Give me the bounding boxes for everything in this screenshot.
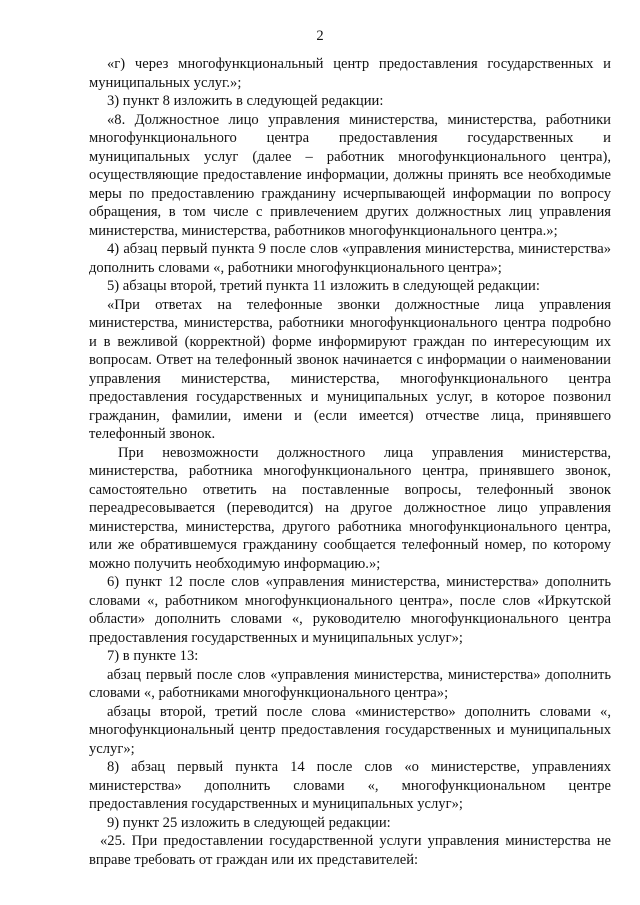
- paragraph: При невозможности должностного лица управления министерства, министерства, работника многофункционального центра, принявшего звонок, самостоятельно ответить на поставленные вопросы, телефонный звонок переадресовывается (переводится) на другое должностное лицо управления министерства, министерства, другого работника многофункционального центра, или же обратившемуся гражданину сообщается телефонный номер, по которому можно получить необходимую информацию.»;: [89, 444, 611, 572]
- document-body: [89, 55, 611, 869]
- paragraph: 8) абзац первый пункта 14 после слов «о министерстве, управлениях министерства» дополнить словами «, многофункциональном центре предоставления государственных и муниципальных услуг»;: [89, 759, 611, 812]
- paragraph: 9) пункт 25 изложить в следующей редакции:: [107, 814, 391, 831]
- paragraph: абзацы второй, третий после слова «министерство» дополнить словами «, многофункциональный центр предоставления государственных и муниципальных услуг»;: [89, 703, 611, 757]
- paragraph: 4) абзац первый пункта 9 после слов «управления министерства, министерства» дополнить словами «, работники многофункционального центра»;: [89, 241, 611, 276]
- paragraph: 7) в пункте 13:: [107, 648, 199, 664]
- paragraph: «г) через многофункциональный центр предоставления государственных и муниципальных услуг.»;: [89, 56, 611, 91]
- paragraph: 6) пункт 12 после слов «управления министерства, министерства» дополнить словами «, работником многофункционального центра», после слов «Иркутской области» дополнить словами «, руководителю многофункционального центра предоставления государственных и муниципальных услуг»;: [89, 574, 611, 646]
- paragraph: абзац первый после слов «управления министерства, министерства» дополнить словами «, работниками многофункционального центра»;: [89, 666, 611, 701]
- paragraph: «При ответах на телефонные звонки должностные лица управления министерства, министерства, работники многофункционального центра подробно и в вежливой (корректной) форме информируют граждан по интересующим их вопросам. Ответ на телефонный звонок начинается с информации о наименовании управления министерства, министерства, многофункционального центра предоставления государственных и муниципальных услуг, в которое позвонил гражданин, фамилии, имени и (если имеется) отчестве лица, принявшего телефонный звонок.: [89, 296, 611, 442]
- paragraph: 5) абзацы второй, третий пункта 11 изложить в следующей редакции:: [107, 278, 540, 294]
- page-number: 2: [316, 28, 324, 44]
- paragraph: «8. Должностное лицо управления министерства, министерства, работники многофункционального центра предоставления государственных и муниципальных услуг (далее – работник многофункционального центра), осуществляющие предоставление информации, должны принять все необходимые меры по предоставлению гражданину исчерпывающей информации по вопросу обращения, в том числе с привлечением других должностных лиц управления министерства, министерства, работников многофункционального центра.»;: [89, 111, 611, 239]
- paragraph: «25. При предоставлении государственной услуги управления министерства не вправе требовать от граждан или их представителей:: [89, 833, 611, 868]
- paragraph: 3) пункт 8 изложить в следующей редакции:: [107, 93, 384, 109]
